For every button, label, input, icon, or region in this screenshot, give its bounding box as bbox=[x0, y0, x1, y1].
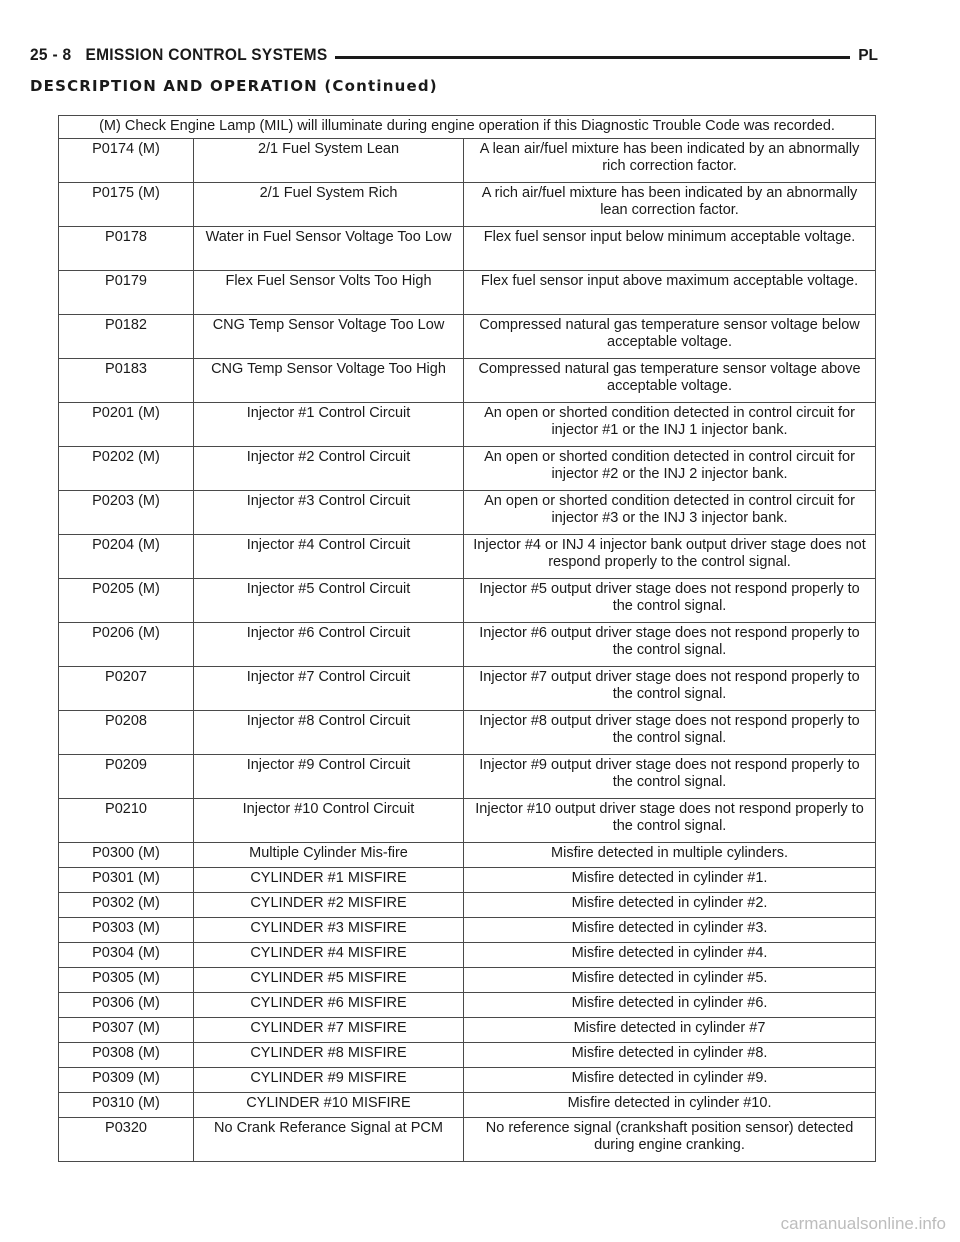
dtc-code: P0202 (M) bbox=[59, 447, 194, 491]
dtc-description: Misfire detected in multiple cylinders. bbox=[464, 843, 876, 868]
dtc-description: Misfire detected in cylinder #8. bbox=[464, 1043, 876, 1068]
dtc-code: P0204 (M) bbox=[59, 535, 194, 579]
dtc-description: Misfire detected in cylinder #4. bbox=[464, 943, 876, 968]
table-row bbox=[59, 447, 876, 491]
dtc-description: No reference signal (crankshaft position sensor) detected during engine cranking. bbox=[464, 1118, 876, 1162]
table-row bbox=[59, 359, 876, 403]
section-title: DESCRIPTION AND OPERATION (Continued) bbox=[30, 77, 438, 95]
dtc-description: Misfire detected in cylinder #5. bbox=[464, 968, 876, 993]
dtc-name: Flex Fuel Sensor Volts Too High bbox=[194, 271, 464, 315]
table-row bbox=[59, 1093, 876, 1118]
dtc-code: P0301 (M) bbox=[59, 868, 194, 893]
dtc-code: P0178 bbox=[59, 227, 194, 271]
dtc-name: Injector #6 Control Circuit bbox=[194, 623, 464, 667]
dtc-code: P0304 (M) bbox=[59, 943, 194, 968]
dtc-name: CYLINDER #3 MISFIRE bbox=[194, 918, 464, 943]
dtc-description: Injector #9 output driver stage does not respond properly to the control signal. bbox=[464, 755, 876, 799]
dtc-code: P0209 bbox=[59, 755, 194, 799]
table-row bbox=[59, 1043, 876, 1068]
dtc-code: P0203 (M) bbox=[59, 491, 194, 535]
dtc-name: Injector #5 Control Circuit bbox=[194, 579, 464, 623]
dtc-name: 2/1 Fuel System Rich bbox=[194, 183, 464, 227]
dtc-description: Injector #5 output driver stage does not respond properly to the control signal. bbox=[464, 579, 876, 623]
dtc-description: Misfire detected in cylinder #3. bbox=[464, 918, 876, 943]
dtc-code: P0208 bbox=[59, 711, 194, 755]
table-row bbox=[59, 1018, 876, 1043]
dtc-code: P0201 (M) bbox=[59, 403, 194, 447]
dtc-description: Injector #4 or INJ 4 injector bank output driver stage does not respond properly to the control signal. bbox=[464, 535, 876, 579]
dtc-description: Injector #6 output driver stage does not respond properly to the control signal. bbox=[464, 623, 876, 667]
table-note-row bbox=[59, 116, 876, 139]
table-row bbox=[59, 623, 876, 667]
dtc-code: P0306 (M) bbox=[59, 993, 194, 1018]
dtc-description: Misfire detected in cylinder #9. bbox=[464, 1068, 876, 1093]
dtc-name: Injector #2 Control Circuit bbox=[194, 447, 464, 491]
dtc-code: P0309 (M) bbox=[59, 1068, 194, 1093]
dtc-description: Flex fuel sensor input above maximum acceptable voltage. bbox=[464, 271, 876, 315]
table-row bbox=[59, 491, 876, 535]
dtc-code: P0206 (M) bbox=[59, 623, 194, 667]
table-row bbox=[59, 968, 876, 993]
dtc-description: Misfire detected in cylinder #10. bbox=[464, 1093, 876, 1118]
dtc-name: Injector #7 Control Circuit bbox=[194, 667, 464, 711]
dtc-code: P0205 (M) bbox=[59, 579, 194, 623]
dtc-name: Injector #4 Control Circuit bbox=[194, 535, 464, 579]
dtc-description: A rich air/fuel mixture has been indicated by an abnormally lean correction factor. bbox=[464, 183, 876, 227]
dtc-description: Compressed natural gas temperature sensor voltage below acceptable voltage. bbox=[464, 315, 876, 359]
table-row bbox=[59, 868, 876, 893]
dtc-description: Flex fuel sensor input below minimum acceptable voltage. bbox=[464, 227, 876, 271]
dtc-name: CNG Temp Sensor Voltage Too High bbox=[194, 359, 464, 403]
dtc-name: CYLINDER #4 MISFIRE bbox=[194, 943, 464, 968]
model-code: PL bbox=[858, 47, 878, 64]
dtc-description: Misfire detected in cylinder #6. bbox=[464, 993, 876, 1018]
dtc-code: P0183 bbox=[59, 359, 194, 403]
dtc-description: Compressed natural gas temperature sensor voltage above acceptable voltage. bbox=[464, 359, 876, 403]
table-row bbox=[59, 943, 876, 968]
dtc-name: Multiple Cylinder Mis-fire bbox=[194, 843, 464, 868]
dtc-name: Injector #3 Control Circuit bbox=[194, 491, 464, 535]
table-row bbox=[59, 843, 876, 868]
dtc-name: CYLINDER #1 MISFIRE bbox=[194, 868, 464, 893]
dtc-table bbox=[58, 115, 876, 1162]
dtc-code: P0175 (M) bbox=[59, 183, 194, 227]
dtc-name: CYLINDER #9 MISFIRE bbox=[194, 1068, 464, 1093]
dtc-name: Injector #10 Control Circuit bbox=[194, 799, 464, 843]
page-header bbox=[30, 44, 878, 68]
dtc-description: Injector #8 output driver stage does not respond properly to the control signal. bbox=[464, 711, 876, 755]
dtc-name: Injector #8 Control Circuit bbox=[194, 711, 464, 755]
dtc-description: An open or shorted condition detected in control circuit for injector #2 or the INJ 2 injector bank. bbox=[464, 447, 876, 491]
table-row bbox=[59, 403, 876, 447]
dtc-code: P0307 (M) bbox=[59, 1018, 194, 1043]
table-row bbox=[59, 1068, 876, 1093]
header-rule bbox=[335, 56, 850, 59]
dtc-description: A lean air/fuel mixture has been indicated by an abnormally rich correction factor. bbox=[464, 139, 876, 183]
dtc-name: Injector #1 Control Circuit bbox=[194, 403, 464, 447]
dtc-name: 2/1 Fuel System Lean bbox=[194, 139, 464, 183]
watermark: carmanualsonline.info bbox=[780, 1214, 946, 1233]
table-row bbox=[59, 271, 876, 315]
dtc-code: P0174 (M) bbox=[59, 139, 194, 183]
table-row bbox=[59, 711, 876, 755]
page-number: 25 - 8 bbox=[30, 46, 72, 65]
dtc-code: P0210 bbox=[59, 799, 194, 843]
dtc-description: Misfire detected in cylinder #1. bbox=[464, 868, 876, 893]
dtc-code: P0300 (M) bbox=[59, 843, 194, 868]
dtc-code: P0320 bbox=[59, 1118, 194, 1162]
dtc-description: Injector #10 output driver stage does not respond properly to the control signal. bbox=[464, 799, 876, 843]
dtc-code: P0179 bbox=[59, 271, 194, 315]
dtc-code: P0308 (M) bbox=[59, 1043, 194, 1068]
dtc-code: P0305 (M) bbox=[59, 968, 194, 993]
dtc-name: Water in Fuel Sensor Voltage Too Low bbox=[194, 227, 464, 271]
mil-note: (M) Check Engine Lamp (MIL) will illuminate during engine operation if this Diagnostic Trouble Code was recorded. bbox=[59, 116, 876, 139]
table-row bbox=[59, 799, 876, 843]
dtc-name: CYLINDER #8 MISFIRE bbox=[194, 1043, 464, 1068]
table-row bbox=[59, 579, 876, 623]
dtc-name: CYLINDER #10 MISFIRE bbox=[194, 1093, 464, 1118]
dtc-code: P0182 bbox=[59, 315, 194, 359]
table-row bbox=[59, 667, 876, 711]
dtc-code: P0207 bbox=[59, 667, 194, 711]
dtc-code: P0310 (M) bbox=[59, 1093, 194, 1118]
table-row bbox=[59, 139, 876, 183]
table-row bbox=[59, 1118, 876, 1162]
table-row bbox=[59, 755, 876, 799]
dtc-code: P0302 (M) bbox=[59, 893, 194, 918]
table-row bbox=[59, 315, 876, 359]
dtc-description: Injector #7 output driver stage does not respond properly to the control signal. bbox=[464, 667, 876, 711]
dtc-name: CNG Temp Sensor Voltage Too Low bbox=[194, 315, 464, 359]
table-row bbox=[59, 918, 876, 943]
dtc-name: CYLINDER #2 MISFIRE bbox=[194, 893, 464, 918]
dtc-description: An open or shorted condition detected in control circuit for injector #3 or the INJ 3 injector bank. bbox=[464, 491, 876, 535]
table-row bbox=[59, 227, 876, 271]
dtc-name: Injector #9 Control Circuit bbox=[194, 755, 464, 799]
dtc-code: P0303 (M) bbox=[59, 918, 194, 943]
dtc-name: No Crank Referance Signal at PCM bbox=[194, 1118, 464, 1162]
dtc-name: CYLINDER #6 MISFIRE bbox=[194, 993, 464, 1018]
table-row bbox=[59, 183, 876, 227]
dtc-name: CYLINDER #7 MISFIRE bbox=[194, 1018, 464, 1043]
section-name: EMISSION CONTROL SYSTEMS bbox=[85, 46, 328, 65]
dtc-description: Misfire detected in cylinder #7 bbox=[464, 1018, 876, 1043]
dtc-name: CYLINDER #5 MISFIRE bbox=[194, 968, 464, 993]
dtc-description: An open or shorted condition detected in control circuit for injector #1 or the INJ 1 injector bank. bbox=[464, 403, 876, 447]
table-row bbox=[59, 535, 876, 579]
table-row bbox=[59, 893, 876, 918]
table-row bbox=[59, 993, 876, 1018]
dtc-description: Misfire detected in cylinder #2. bbox=[464, 893, 876, 918]
